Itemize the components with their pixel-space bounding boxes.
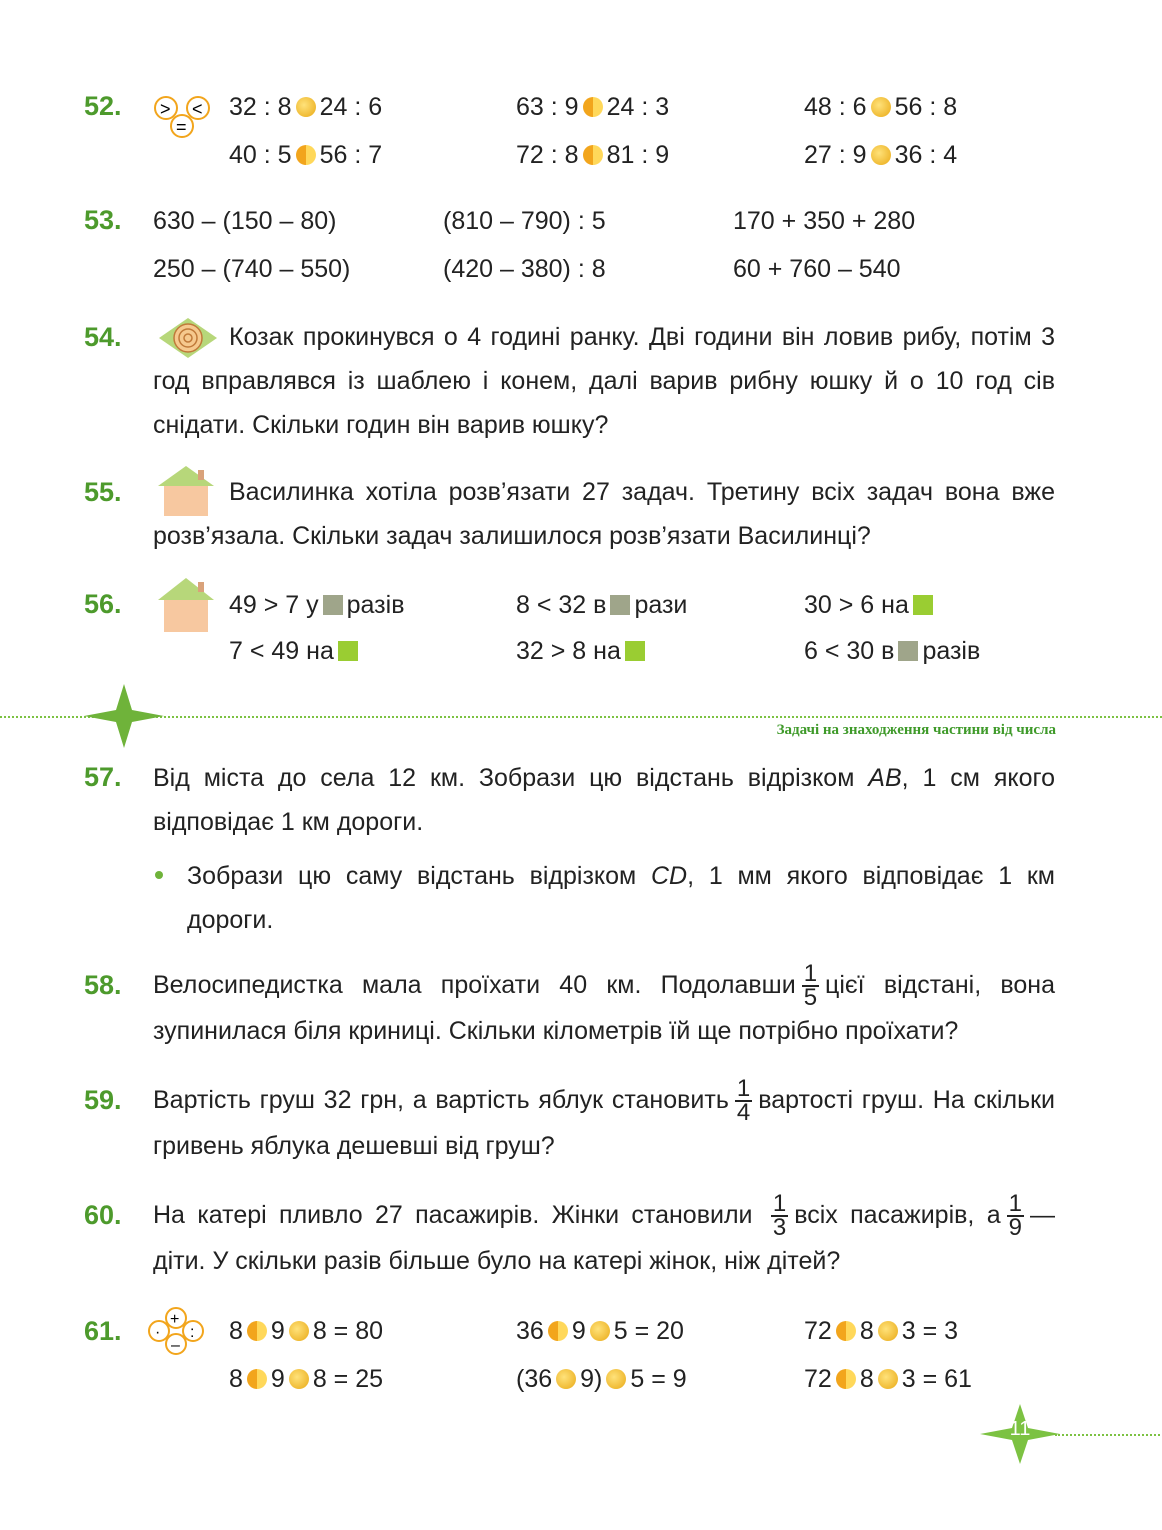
house-icon bbox=[158, 576, 214, 632]
blank-circle[interactable] bbox=[289, 1321, 309, 1341]
compare-item: 49 > 7 у разів bbox=[229, 591, 405, 619]
compare-item: 8 < 32 в рази bbox=[516, 591, 688, 619]
svg-text:+: + bbox=[170, 1311, 180, 1328]
fraction: $\frac{1}{3}$ bbox=[772, 1190, 787, 1242]
svg-text:·: · bbox=[155, 1324, 161, 1341]
exercise-number: 52. bbox=[84, 91, 122, 121]
blank-circle[interactable] bbox=[871, 97, 891, 117]
operations-icon bbox=[145, 1306, 207, 1356]
blank-circle[interactable] bbox=[836, 1369, 856, 1389]
expression: (810 – 790) : 5 bbox=[443, 207, 606, 235]
section-title: Задачі на знаходження частини від числа bbox=[776, 722, 1056, 738]
equation: 72 8 3 = 61 bbox=[804, 1365, 972, 1393]
compare-item: 27 : 9 36 : 4 bbox=[804, 141, 958, 169]
compare-item: 32 : 8 24 : 6 bbox=[229, 93, 383, 121]
bullet bbox=[155, 871, 163, 879]
svg-text:=: = bbox=[176, 117, 187, 137]
blank-circle[interactable] bbox=[289, 1369, 309, 1389]
equation: (36 9) 5 = 9 bbox=[516, 1365, 687, 1393]
expression: 250 – (740 – 550) bbox=[153, 255, 351, 283]
star-ornament-icon bbox=[84, 684, 164, 748]
blank-circle[interactable] bbox=[871, 145, 891, 165]
compare-item: 32 > 8 на bbox=[516, 636, 649, 666]
problem-text: Вартість груш 32 грн, а вартість яблук становить $\frac{1}{4}$ вартості груш. На скільки гривень яблука дешевші від груш? bbox=[153, 1075, 1055, 1161]
blank-circle[interactable] bbox=[548, 1321, 568, 1341]
problem-text: Василинка хотіла розв’язати 27 задач. Третину всіх задач вона вже розв’язала. Скільки задач залишилося розв’язати Василинці? bbox=[153, 478, 1055, 550]
exercise-number: 61. bbox=[84, 1316, 122, 1346]
compare-item: 48 : 6 56 : 8 bbox=[804, 93, 958, 121]
fraction: $\frac{1}{5}$ bbox=[803, 960, 818, 1012]
svg-text:>: > bbox=[160, 99, 171, 119]
compare-item: 63 : 9 24 : 3 bbox=[516, 93, 670, 121]
compare-item: 72 : 8 81 : 9 bbox=[516, 141, 670, 169]
problem-text: Козак прокинувся о 4 годині ранку. Дві години він ловив рибу, потім 3 год вправлявся із шаблею і конем, далі варив рибну юшку й о 10 год сів снідати. Скільки годин він варив юшку? bbox=[153, 323, 1055, 439]
svg-text:–: – bbox=[171, 1337, 180, 1354]
blank-square[interactable] bbox=[610, 595, 630, 615]
exercise-number: 53. bbox=[84, 205, 122, 235]
blank-circle[interactable] bbox=[583, 97, 603, 117]
page-number: 11 bbox=[1009, 1418, 1031, 1440]
section-divider bbox=[0, 716, 1162, 718]
exercise-number: 59. bbox=[84, 1085, 122, 1115]
blank-circle[interactable] bbox=[606, 1369, 626, 1389]
compare-item: 30 > 6 на bbox=[804, 590, 937, 620]
compare-item: 40 : 5 56 : 7 bbox=[229, 141, 383, 169]
blank-circle[interactable] bbox=[247, 1321, 267, 1341]
blank-circle[interactable] bbox=[836, 1321, 856, 1341]
problem-text: Зобрази цю саму відстань відрізком CD, 1 мм якого відповідає 1 км дороги. bbox=[187, 862, 1055, 934]
compare-signs-icon bbox=[152, 92, 214, 152]
fraction: $\frac{1}{9}$ bbox=[1008, 1190, 1022, 1242]
blank-circle[interactable] bbox=[556, 1369, 576, 1389]
blank-square[interactable] bbox=[323, 595, 343, 615]
exercise-number: 55. bbox=[84, 477, 122, 507]
exercise-number: 57. bbox=[84, 762, 122, 792]
blank-circle[interactable] bbox=[590, 1321, 610, 1341]
problem-text: Велосипедистка мала проїхати 40 км. Подолавши $\frac{1}{5}$ цієї відстані, вона зупинилася біля криниці. Скільки кілометрів їй ще потрібно проїхати? bbox=[153, 960, 1055, 1046]
svg-text::: : bbox=[190, 1324, 195, 1341]
exercise-number: 58. bbox=[84, 970, 122, 1000]
svg-text:<: < bbox=[192, 99, 203, 119]
blank-circle[interactable] bbox=[583, 145, 603, 165]
expression: (420 – 380) : 8 bbox=[443, 255, 606, 283]
blank-circle[interactable] bbox=[296, 97, 316, 117]
page-number-line bbox=[1055, 1434, 1160, 1436]
expression: 630 – (150 – 80) bbox=[153, 207, 337, 235]
equation: 72 8 3 = 3 bbox=[804, 1317, 959, 1345]
compare-item: 7 < 49 на bbox=[229, 636, 362, 666]
blank-square[interactable] bbox=[625, 641, 645, 661]
exercise-number: 60. bbox=[84, 1200, 122, 1230]
expression: 60 + 760 – 540 bbox=[733, 255, 901, 283]
blank-square[interactable] bbox=[913, 595, 933, 615]
blank-square[interactable] bbox=[338, 641, 358, 661]
problem-text: На катері пливло 27 пасажирів. Жінки становили $\frac{1}{3}$ всіх пасажирів, а $\frac{1}{9}$ — діти. У скільки разів більше було на катері жінок, ніж дітей? bbox=[153, 1190, 1055, 1276]
blank-circle[interactable] bbox=[878, 1321, 898, 1341]
blank-circle[interactable] bbox=[247, 1369, 267, 1389]
problem-text: Від міста до села 12 км. Зобрази цю відстань відрізком AB, 1 см якого відповідає 1 км дороги. bbox=[153, 764, 1055, 836]
compare-item: 6 < 30 в разів bbox=[804, 637, 981, 665]
fraction: $\frac{1}{4}$ bbox=[736, 1075, 751, 1127]
equation: 8 9 8 = 80 bbox=[229, 1317, 384, 1345]
blank-circle[interactable] bbox=[878, 1369, 898, 1389]
expression: 170 + 350 + 280 bbox=[733, 207, 916, 235]
blank-square[interactable] bbox=[898, 641, 918, 661]
exercise-number: 54. bbox=[84, 322, 122, 352]
blank-circle[interactable] bbox=[296, 145, 316, 165]
exercise-number: 56. bbox=[84, 589, 122, 619]
equation: 36 9 5 = 20 bbox=[516, 1317, 684, 1345]
equation: 8 9 8 = 25 bbox=[229, 1365, 384, 1393]
